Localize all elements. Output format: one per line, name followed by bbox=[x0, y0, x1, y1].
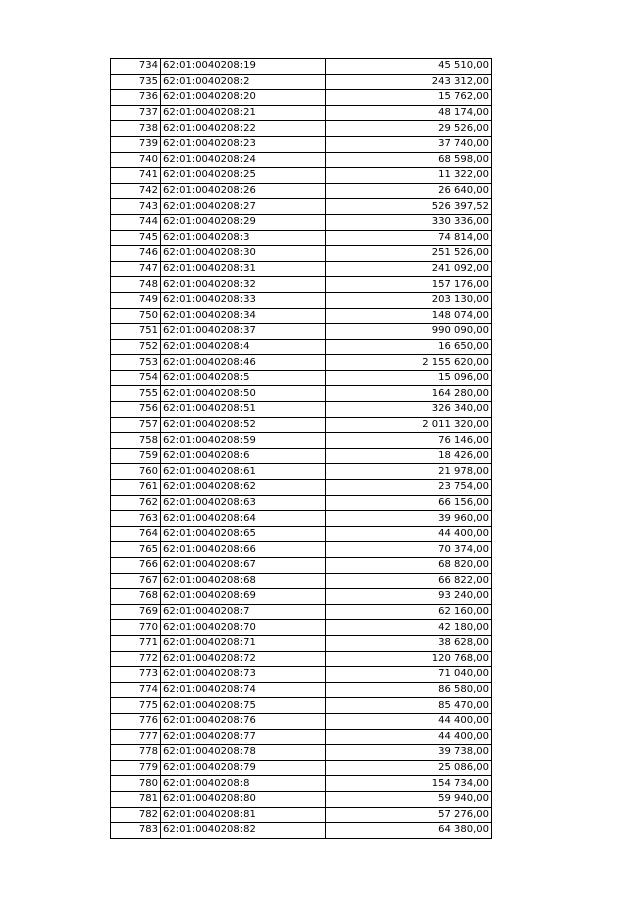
value-cell: 93 240,00 bbox=[326, 589, 492, 605]
row-number-cell: 765 bbox=[111, 542, 161, 558]
value-cell: 45 510,00 bbox=[326, 59, 492, 75]
table-row bbox=[111, 745, 492, 761]
cadastral-number-cell: 62:01:0040208:25 bbox=[161, 168, 326, 184]
cadastral-number-cell: 62:01:0040208:75 bbox=[161, 698, 326, 714]
value-cell: 15 096,00 bbox=[326, 370, 492, 386]
value-cell: 39 960,00 bbox=[326, 511, 492, 527]
row-number-cell: 742 bbox=[111, 183, 161, 199]
cadastral-number-cell: 62:01:0040208:6 bbox=[161, 448, 326, 464]
cadastral-number-cell: 62:01:0040208:2 bbox=[161, 74, 326, 90]
table-row bbox=[111, 183, 492, 199]
row-number-cell: 778 bbox=[111, 745, 161, 761]
cadastral-number-cell: 62:01:0040208:20 bbox=[161, 90, 326, 106]
value-cell: 85 470,00 bbox=[326, 698, 492, 714]
table-row bbox=[111, 776, 492, 792]
row-number-cell: 743 bbox=[111, 199, 161, 215]
cadastral-number-cell: 62:01:0040208:74 bbox=[161, 682, 326, 698]
cadastral-number-cell: 62:01:0040208:65 bbox=[161, 526, 326, 542]
table-row bbox=[111, 355, 492, 371]
table-row bbox=[111, 464, 492, 480]
table-row bbox=[111, 121, 492, 137]
table-row bbox=[111, 417, 492, 433]
table-row bbox=[111, 230, 492, 246]
table-row bbox=[111, 558, 492, 574]
table-row bbox=[111, 277, 492, 293]
cadastral-number-cell: 62:01:0040208:59 bbox=[161, 433, 326, 449]
row-number-cell: 759 bbox=[111, 448, 161, 464]
value-cell: 48 174,00 bbox=[326, 105, 492, 121]
row-number-cell: 779 bbox=[111, 760, 161, 776]
row-number-cell: 766 bbox=[111, 558, 161, 574]
value-cell: 25 086,00 bbox=[326, 760, 492, 776]
value-cell: 66 156,00 bbox=[326, 495, 492, 511]
table-row bbox=[111, 713, 492, 729]
cadastral-number-cell: 62:01:0040208:71 bbox=[161, 635, 326, 651]
row-number-cell: 756 bbox=[111, 402, 161, 418]
value-cell: 120 768,00 bbox=[326, 651, 492, 667]
table-body bbox=[111, 59, 492, 839]
row-number-cell: 755 bbox=[111, 386, 161, 402]
value-cell: 76 146,00 bbox=[326, 433, 492, 449]
cadastral-number-cell: 62:01:0040208:50 bbox=[161, 386, 326, 402]
cadastral-number-cell: 62:01:0040208:22 bbox=[161, 121, 326, 137]
cadastral-number-cell: 62:01:0040208:32 bbox=[161, 277, 326, 293]
value-cell: 164 280,00 bbox=[326, 386, 492, 402]
table-row bbox=[111, 729, 492, 745]
table-row bbox=[111, 214, 492, 230]
value-cell: 86 580,00 bbox=[326, 682, 492, 698]
table-row bbox=[111, 136, 492, 152]
cadastral-number-cell: 62:01:0040208:82 bbox=[161, 823, 326, 839]
cadastral-number-cell: 62:01:0040208:7 bbox=[161, 604, 326, 620]
row-number-cell: 771 bbox=[111, 635, 161, 651]
row-number-cell: 762 bbox=[111, 495, 161, 511]
row-number-cell: 740 bbox=[111, 152, 161, 168]
value-cell: 2 155 620,00 bbox=[326, 355, 492, 371]
row-number-cell: 738 bbox=[111, 121, 161, 137]
value-cell: 26 640,00 bbox=[326, 183, 492, 199]
value-cell: 330 336,00 bbox=[326, 214, 492, 230]
value-cell: 157 176,00 bbox=[326, 277, 492, 293]
row-number-cell: 746 bbox=[111, 246, 161, 262]
table-row bbox=[111, 386, 492, 402]
table-row bbox=[111, 324, 492, 340]
value-cell: 15 762,00 bbox=[326, 90, 492, 106]
table-row bbox=[111, 620, 492, 636]
table-row bbox=[111, 823, 492, 839]
row-number-cell: 735 bbox=[111, 74, 161, 90]
table-row bbox=[111, 168, 492, 184]
table-row bbox=[111, 339, 492, 355]
value-cell: 241 092,00 bbox=[326, 261, 492, 277]
row-number-cell: 753 bbox=[111, 355, 161, 371]
table-row bbox=[111, 59, 492, 75]
value-cell: 23 754,00 bbox=[326, 480, 492, 496]
cadastral-number-cell: 62:01:0040208:63 bbox=[161, 495, 326, 511]
cadastral-number-cell: 62:01:0040208:62 bbox=[161, 480, 326, 496]
cadastral-number-cell: 62:01:0040208:61 bbox=[161, 464, 326, 480]
row-number-cell: 754 bbox=[111, 370, 161, 386]
table-row bbox=[111, 261, 492, 277]
table-row bbox=[111, 480, 492, 496]
row-number-cell: 783 bbox=[111, 823, 161, 839]
cadastral-number-cell: 62:01:0040208:26 bbox=[161, 183, 326, 199]
row-number-cell: 747 bbox=[111, 261, 161, 277]
value-cell: 57 276,00 bbox=[326, 807, 492, 823]
cadastral-number-cell: 62:01:0040208:8 bbox=[161, 776, 326, 792]
value-cell: 64 380,00 bbox=[326, 823, 492, 839]
value-cell: 68 820,00 bbox=[326, 558, 492, 574]
row-number-cell: 767 bbox=[111, 573, 161, 589]
table-row bbox=[111, 370, 492, 386]
row-number-cell: 760 bbox=[111, 464, 161, 480]
row-number-cell: 745 bbox=[111, 230, 161, 246]
table-row bbox=[111, 542, 492, 558]
table-row bbox=[111, 199, 492, 215]
value-cell: 251 526,00 bbox=[326, 246, 492, 262]
table-row bbox=[111, 698, 492, 714]
value-cell: 154 734,00 bbox=[326, 776, 492, 792]
table-row bbox=[111, 635, 492, 651]
row-number-cell: 773 bbox=[111, 667, 161, 683]
value-cell: 59 940,00 bbox=[326, 791, 492, 807]
value-cell: 203 130,00 bbox=[326, 292, 492, 308]
row-number-cell: 736 bbox=[111, 90, 161, 106]
value-cell: 21 978,00 bbox=[326, 464, 492, 480]
value-cell: 70 374,00 bbox=[326, 542, 492, 558]
table-row bbox=[111, 308, 492, 324]
value-cell: 66 822,00 bbox=[326, 573, 492, 589]
cadastral-number-cell: 62:01:0040208:29 bbox=[161, 214, 326, 230]
cadastral-number-cell: 62:01:0040208:73 bbox=[161, 667, 326, 683]
cadastral-number-cell: 62:01:0040208:34 bbox=[161, 308, 326, 324]
cadastral-number-cell: 62:01:0040208:80 bbox=[161, 791, 326, 807]
table-row bbox=[111, 74, 492, 90]
cadastral-number-cell: 62:01:0040208:33 bbox=[161, 292, 326, 308]
cadastral-number-cell: 62:01:0040208:37 bbox=[161, 324, 326, 340]
row-number-cell: 739 bbox=[111, 136, 161, 152]
row-number-cell: 777 bbox=[111, 729, 161, 745]
cadastral-number-cell: 62:01:0040208:21 bbox=[161, 105, 326, 121]
table-row bbox=[111, 448, 492, 464]
cadastral-number-cell: 62:01:0040208:81 bbox=[161, 807, 326, 823]
cadastral-number-cell: 62:01:0040208:5 bbox=[161, 370, 326, 386]
value-cell: 38 628,00 bbox=[326, 635, 492, 651]
value-cell: 39 738,00 bbox=[326, 745, 492, 761]
value-cell: 29 526,00 bbox=[326, 121, 492, 137]
table-row bbox=[111, 791, 492, 807]
row-number-cell: 758 bbox=[111, 433, 161, 449]
row-number-cell: 757 bbox=[111, 417, 161, 433]
value-cell: 44 400,00 bbox=[326, 713, 492, 729]
value-cell: 74 814,00 bbox=[326, 230, 492, 246]
table-row bbox=[111, 667, 492, 683]
row-number-cell: 780 bbox=[111, 776, 161, 792]
table-row bbox=[111, 90, 492, 106]
table-row bbox=[111, 511, 492, 527]
row-number-cell: 749 bbox=[111, 292, 161, 308]
table-row bbox=[111, 651, 492, 667]
table-row bbox=[111, 589, 492, 605]
cadastral-number-cell: 62:01:0040208:77 bbox=[161, 729, 326, 745]
table-row bbox=[111, 246, 492, 262]
table-row bbox=[111, 433, 492, 449]
cadastral-number-cell: 62:01:0040208:68 bbox=[161, 573, 326, 589]
row-number-cell: 761 bbox=[111, 480, 161, 496]
value-cell: 148 074,00 bbox=[326, 308, 492, 324]
cadastral-number-cell: 62:01:0040208:24 bbox=[161, 152, 326, 168]
value-cell: 11 322,00 bbox=[326, 168, 492, 184]
value-cell: 42 180,00 bbox=[326, 620, 492, 636]
row-number-cell: 782 bbox=[111, 807, 161, 823]
row-number-cell: 734 bbox=[111, 59, 161, 75]
value-cell: 37 740,00 bbox=[326, 136, 492, 152]
row-number-cell: 752 bbox=[111, 339, 161, 355]
value-cell: 62 160,00 bbox=[326, 604, 492, 620]
row-number-cell: 737 bbox=[111, 105, 161, 121]
table-row bbox=[111, 760, 492, 776]
row-number-cell: 750 bbox=[111, 308, 161, 324]
value-cell: 990 090,00 bbox=[326, 324, 492, 340]
value-cell: 71 040,00 bbox=[326, 667, 492, 683]
value-cell: 16 650,00 bbox=[326, 339, 492, 355]
cadastral-number-cell: 62:01:0040208:70 bbox=[161, 620, 326, 636]
row-number-cell: 770 bbox=[111, 620, 161, 636]
cadastral-number-cell: 62:01:0040208:3 bbox=[161, 230, 326, 246]
value-cell: 44 400,00 bbox=[326, 526, 492, 542]
cadastral-number-cell: 62:01:0040208:66 bbox=[161, 542, 326, 558]
cadastral-number-cell: 62:01:0040208:23 bbox=[161, 136, 326, 152]
value-cell: 2 011 320,00 bbox=[326, 417, 492, 433]
value-cell: 326 340,00 bbox=[326, 402, 492, 418]
row-number-cell: 781 bbox=[111, 791, 161, 807]
row-number-cell: 751 bbox=[111, 324, 161, 340]
cadastral-number-cell: 62:01:0040208:72 bbox=[161, 651, 326, 667]
cadastral-number-cell: 62:01:0040208:79 bbox=[161, 760, 326, 776]
cadastral-number-cell: 62:01:0040208:46 bbox=[161, 355, 326, 371]
table-row bbox=[111, 105, 492, 121]
cadastral-value-table bbox=[110, 58, 492, 839]
row-number-cell: 764 bbox=[111, 526, 161, 542]
row-number-cell: 769 bbox=[111, 604, 161, 620]
row-number-cell: 776 bbox=[111, 713, 161, 729]
table-row bbox=[111, 573, 492, 589]
value-cell: 243 312,00 bbox=[326, 74, 492, 90]
cadastral-number-cell: 62:01:0040208:78 bbox=[161, 745, 326, 761]
row-number-cell: 775 bbox=[111, 698, 161, 714]
table-row bbox=[111, 495, 492, 511]
row-number-cell: 744 bbox=[111, 214, 161, 230]
table-row bbox=[111, 292, 492, 308]
row-number-cell: 763 bbox=[111, 511, 161, 527]
value-cell: 526 397,52 bbox=[326, 199, 492, 215]
value-cell: 68 598,00 bbox=[326, 152, 492, 168]
row-number-cell: 774 bbox=[111, 682, 161, 698]
cadastral-number-cell: 62:01:0040208:67 bbox=[161, 558, 326, 574]
row-number-cell: 748 bbox=[111, 277, 161, 293]
table-row bbox=[111, 402, 492, 418]
cadastral-number-cell: 62:01:0040208:76 bbox=[161, 713, 326, 729]
cadastral-number-cell: 62:01:0040208:64 bbox=[161, 511, 326, 527]
table-row bbox=[111, 152, 492, 168]
value-cell: 18 426,00 bbox=[326, 448, 492, 464]
cadastral-number-cell: 62:01:0040208:27 bbox=[161, 199, 326, 215]
row-number-cell: 768 bbox=[111, 589, 161, 605]
table-row bbox=[111, 526, 492, 542]
table-row bbox=[111, 682, 492, 698]
cadastral-number-cell: 62:01:0040208:69 bbox=[161, 589, 326, 605]
table-row bbox=[111, 807, 492, 823]
cadastral-number-cell: 62:01:0040208:52 bbox=[161, 417, 326, 433]
table-row bbox=[111, 604, 492, 620]
cadastral-number-cell: 62:01:0040208:19 bbox=[161, 59, 326, 75]
cadastral-number-cell: 62:01:0040208:4 bbox=[161, 339, 326, 355]
row-number-cell: 741 bbox=[111, 168, 161, 184]
value-cell: 44 400,00 bbox=[326, 729, 492, 745]
cadastral-number-cell: 62:01:0040208:51 bbox=[161, 402, 326, 418]
cadastral-number-cell: 62:01:0040208:31 bbox=[161, 261, 326, 277]
cadastral-number-cell: 62:01:0040208:30 bbox=[161, 246, 326, 262]
row-number-cell: 772 bbox=[111, 651, 161, 667]
